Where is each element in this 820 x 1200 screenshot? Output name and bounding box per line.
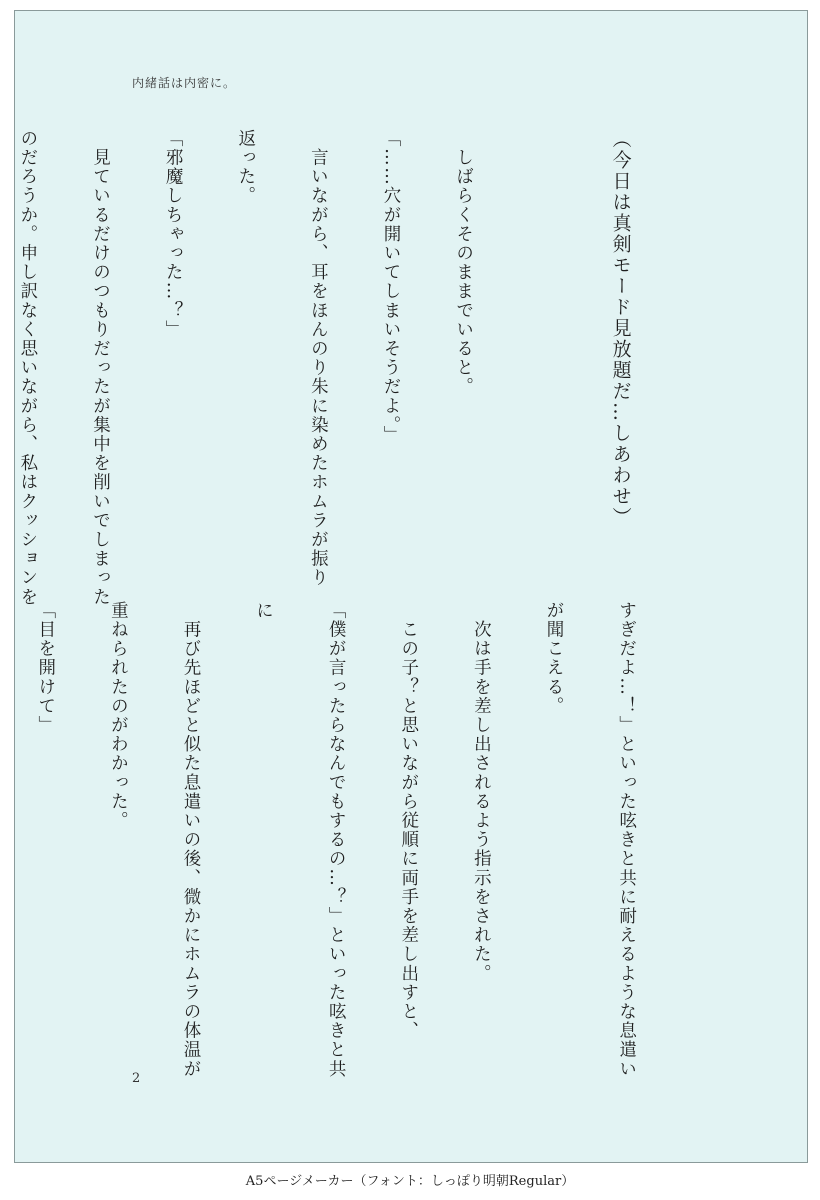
body-line: 「目を開けて」 xyxy=(35,601,56,735)
body-line: 再び先ほどと似た息遣いの後、微かにホムラの体温が xyxy=(180,601,201,1079)
body-line: 返った。 xyxy=(235,129,256,206)
body-line: のだろうか。申し訳なく思いながら、私はクッションを xyxy=(17,129,38,607)
body-line: この子？と思いながら従順に両手を差し出すと、 xyxy=(398,601,419,1041)
heading-line: （今日は真剣モード見放題だ…しあわせ） xyxy=(609,129,632,528)
body-line: 重ねられたのがわかった。 xyxy=(108,601,129,831)
body-line: に xyxy=(253,601,274,621)
blank-column xyxy=(524,129,560,569)
text-block-bottom xyxy=(0,601,687,1079)
body-line: すぎだよ…！」といった呟きと共に耐えるような息遣い xyxy=(616,601,637,1079)
running-head: 内緒話は内密に。 xyxy=(132,76,237,90)
body-line: 「僕が言ったらなんでもするの…？」といった呟きと共 xyxy=(326,601,347,1079)
body-line: が聞こえる。 xyxy=(543,601,564,716)
book-page xyxy=(14,10,808,1163)
body-line: 見ているだけのつもりだったが集中を削いでしまった xyxy=(90,129,111,607)
body-line: 言いながら、耳をほんのり朱に染めたホムラが振り xyxy=(308,129,329,588)
body-line: 「……穴が開いてしまいそうだよ。」 xyxy=(380,129,401,445)
tool-caption: A5ページメーカー（フォント：しっぽり明朝Regular） xyxy=(245,1174,575,1189)
body-line: 次は手を差し出されるよう指示をされた。 xyxy=(471,601,492,983)
body-line: 「邪魔しちゃった…？」 xyxy=(163,129,184,340)
page-number: 2 xyxy=(132,1071,141,1086)
text-block-top xyxy=(0,129,681,607)
body-line: しばらくそのままでいると。 xyxy=(453,129,474,397)
